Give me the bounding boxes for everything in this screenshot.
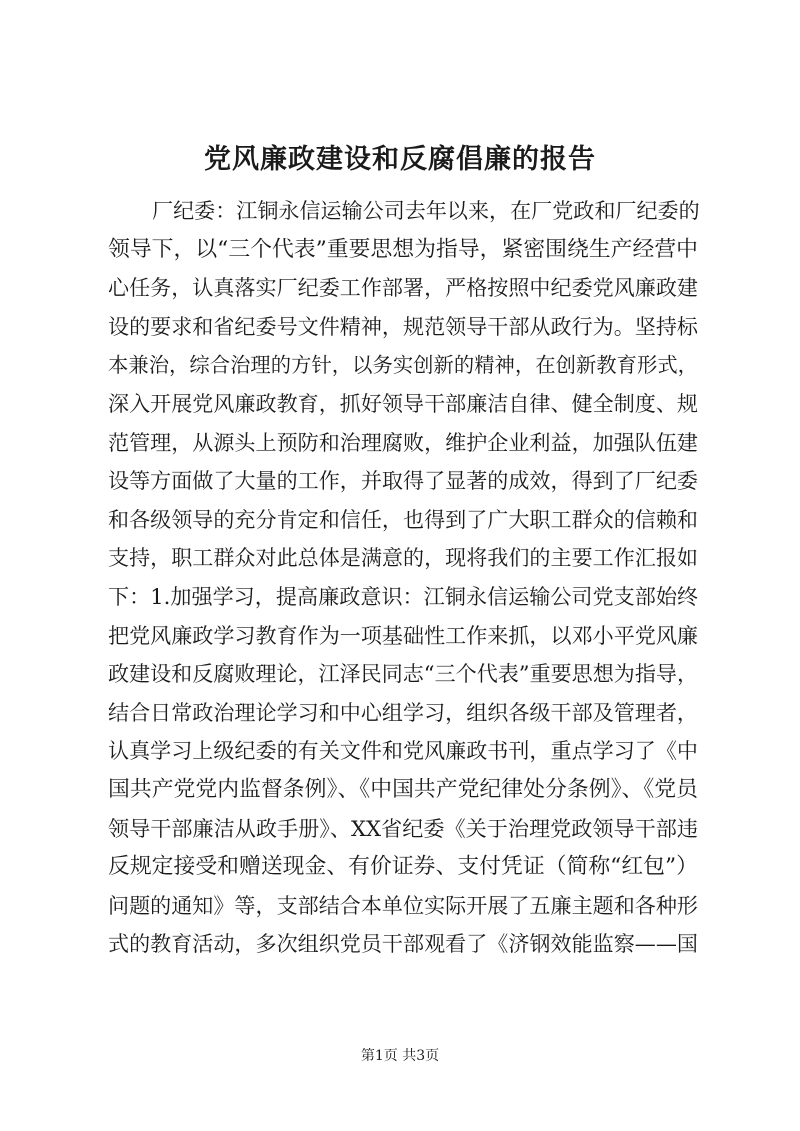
body-line: 心任务，认真落实厂纪委工作部署，严格按照中纪委党风廉政建	[108, 275, 698, 301]
body-line: 厂纪委：江铜永信运输公司去年以来，在厂党政和厂纪委的	[152, 198, 700, 223]
body-line: 领导干部廉洁从政手册》、XX省纪委《关于治理党政领导干部违	[108, 815, 698, 841]
body-line: 政建设和反腐败理论，江泽民同志“三个代表”重要思想为指导，	[108, 661, 698, 687]
body-line: 反规定接受和赠送现金、有价证券、支付凭证（简称“红包”）	[108, 854, 698, 880]
body-line: 深入开展党风廉政教育，抓好领导干部廉洁自律、健全制度、规	[108, 390, 698, 416]
body-line: 认真学习上级纪委的有关文件和党风廉政书刊，重点学习了《中	[108, 738, 698, 764]
body-line: 下：1.加强学习，提高廉政意识：江铜永信运输公司党支部始终	[108, 583, 699, 609]
body-line: 结合日常政治理论学习和中心组学习，组织各级干部及管理者，	[108, 699, 698, 725]
body-line: 设的要求和省纪委号文件精神，规范领导干部从政行为。坚持标	[108, 313, 698, 339]
body-line: 和各级领导的充分肯定和信任，也得到了广大职工群众的信赖和	[108, 506, 698, 532]
body-line: 范管理，从源头上预防和治理腐败，维护企业利益，加强队伍建	[108, 429, 698, 455]
document-body	[108, 192, 698, 964]
body-line: 把党风廉政学习教育作为一项基础性工作来抓，以邓小平党风廉	[108, 622, 698, 648]
page-number-footer: 第1页 共3页	[360, 1048, 440, 1064]
body-line: 国共产党党内监督条例》、《中国共产党纪律处分条例》、《党员	[108, 776, 698, 802]
body-line: 设等方面做了大量的工作，并取得了显著的成效，得到了厂纪委	[108, 468, 698, 494]
body-line: 支持，职工群众对此总体是满意的，现将我们的主要工作汇报如	[108, 545, 698, 571]
body-line: 式的教育活动，多次组织党员干部观看了《济钢效能监察——国	[108, 931, 698, 957]
body-line: 本兼治，综合治理的方针，以务实创新的精神，在创新教育形式，	[108, 353, 698, 378]
body-line: 问题的通知》等，支部结合本单位实际开展了五廉主题和各种形	[108, 892, 698, 918]
body-line: 领导下，以“三个代表”重要思想为指导，紧密围绕生产经营中	[108, 236, 698, 262]
document-title: 党风廉政建设和反腐倡廉的报告	[204, 144, 596, 175]
